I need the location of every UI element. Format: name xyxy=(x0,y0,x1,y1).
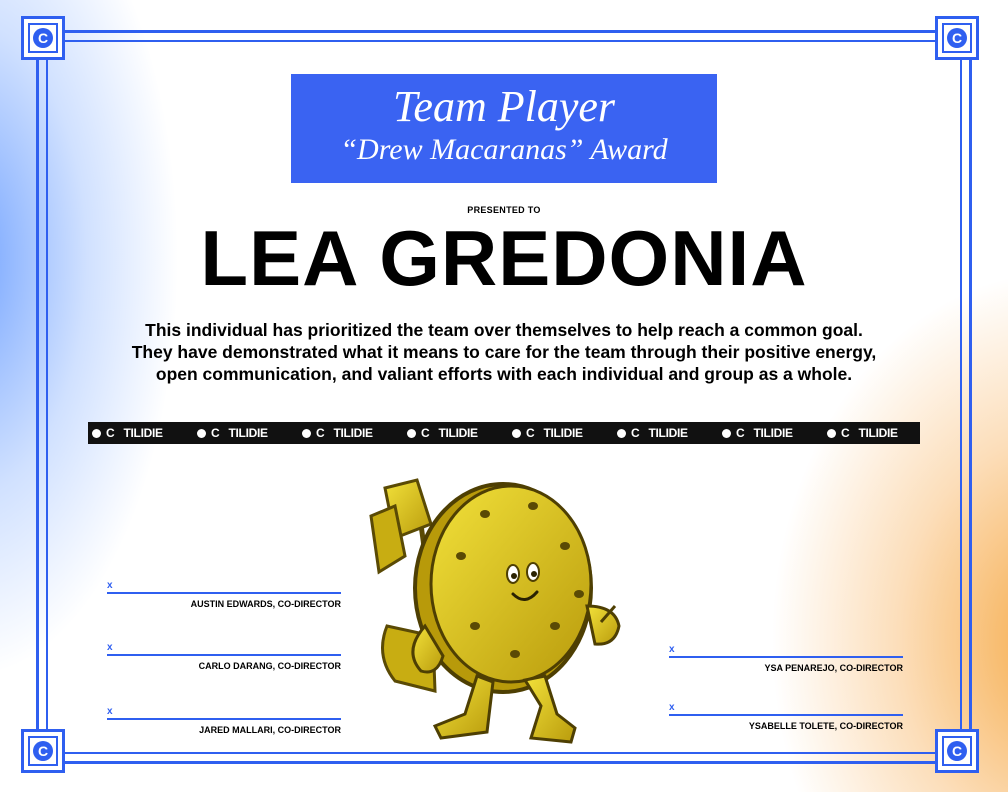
c-logo-icon: C xyxy=(33,28,53,48)
ticker-unit xyxy=(508,422,613,444)
signature-line[interactable] xyxy=(669,656,903,658)
citation-text xyxy=(60,319,948,385)
ticker-unit xyxy=(403,422,508,444)
ticker-text: TILIDIE xyxy=(543,426,583,440)
recipient-name: LEA GREDONIA xyxy=(200,214,808,302)
citation-line: They have demonstrated what it means to care for the team through their positive energy, xyxy=(131,342,877,362)
ticker-text: TILIDIE xyxy=(438,426,478,440)
signatory-name: CARLO DARANG, CO-DIRECTOR xyxy=(198,661,341,671)
citation-line: open communication, and valiant efforts with each individual and group as a whole. xyxy=(155,364,853,384)
citation-line: This individual has prioritized the team over themselves to help reach a common goal. xyxy=(145,320,863,340)
ticker-logo: C xyxy=(316,426,325,440)
ticker-logo: C xyxy=(106,426,115,440)
signatory-name: AUSTIN EDWARDS, CO-DIRECTOR xyxy=(190,599,341,609)
c-logo-icon: C xyxy=(947,28,967,48)
signature-line[interactable] xyxy=(107,654,341,656)
signature-x-mark: x xyxy=(107,580,113,591)
signature-line[interactable] xyxy=(107,718,341,720)
dot-icon xyxy=(302,429,311,438)
dot-icon xyxy=(512,429,521,438)
award-subtitle: “Drew Macaranas” Award xyxy=(340,133,668,166)
corner-logo-bottom-left xyxy=(21,729,65,773)
dot-icon xyxy=(197,429,206,438)
award-title: Team Player xyxy=(392,82,616,131)
presented-to-label: PRESENTED TO xyxy=(467,205,541,215)
signature-block xyxy=(107,642,341,674)
ticker-logo: C xyxy=(211,426,220,440)
ticker-text: TILIDIE xyxy=(858,426,898,440)
ticker-text: TILIDIE xyxy=(123,426,163,440)
ticker-logo: C xyxy=(736,426,745,440)
ticker-unit xyxy=(298,422,403,444)
ticker-text: TILIDIE xyxy=(228,426,268,440)
signatory-name: JARED MALLARI, CO-DIRECTOR xyxy=(199,725,341,735)
dot-icon xyxy=(827,429,836,438)
signature-x-mark: x xyxy=(669,644,675,655)
dot-icon xyxy=(407,429,416,438)
dot-icon xyxy=(92,429,101,438)
signature-block xyxy=(669,644,903,676)
ticker-unit xyxy=(613,422,718,444)
ticker-unit xyxy=(88,422,193,444)
dot-icon xyxy=(617,429,626,438)
ticker-unit xyxy=(718,422,823,444)
cookie-mascot-icon xyxy=(365,476,637,752)
ticker-unit xyxy=(823,422,920,444)
ticker-text: TILIDIE xyxy=(753,426,793,440)
dot-icon xyxy=(722,429,731,438)
c-logo-icon: C xyxy=(947,741,967,761)
logo-ticker-strip xyxy=(88,422,920,444)
signature-x-mark: x xyxy=(107,706,113,717)
ticker-logo: C xyxy=(631,426,640,440)
award-title-box xyxy=(291,74,717,183)
ticker-logo: C xyxy=(421,426,430,440)
signature-block xyxy=(107,706,341,738)
signature-line[interactable] xyxy=(107,592,341,594)
ticker-text: TILIDIE xyxy=(648,426,688,440)
c-logo-icon: C xyxy=(33,741,53,761)
signature-block xyxy=(107,580,341,612)
signatory-name: YSABELLE TOLETE, CO-DIRECTOR xyxy=(748,721,903,731)
corner-logo-top-left xyxy=(21,16,65,60)
ticker-text: TILIDIE xyxy=(333,426,373,440)
signature-block xyxy=(669,702,903,734)
signature-line[interactable] xyxy=(669,714,903,716)
signatory-name: YSA PENAREJO, CO-DIRECTOR xyxy=(764,663,903,673)
corner-logo-bottom-right xyxy=(935,729,979,773)
signature-x-mark: x xyxy=(107,642,113,653)
corner-logo-top-right xyxy=(935,16,979,60)
ticker-logo: C xyxy=(526,426,535,440)
ticker-unit xyxy=(193,422,298,444)
ticker-logo: C xyxy=(841,426,850,440)
signature-x-mark: x xyxy=(669,702,675,713)
